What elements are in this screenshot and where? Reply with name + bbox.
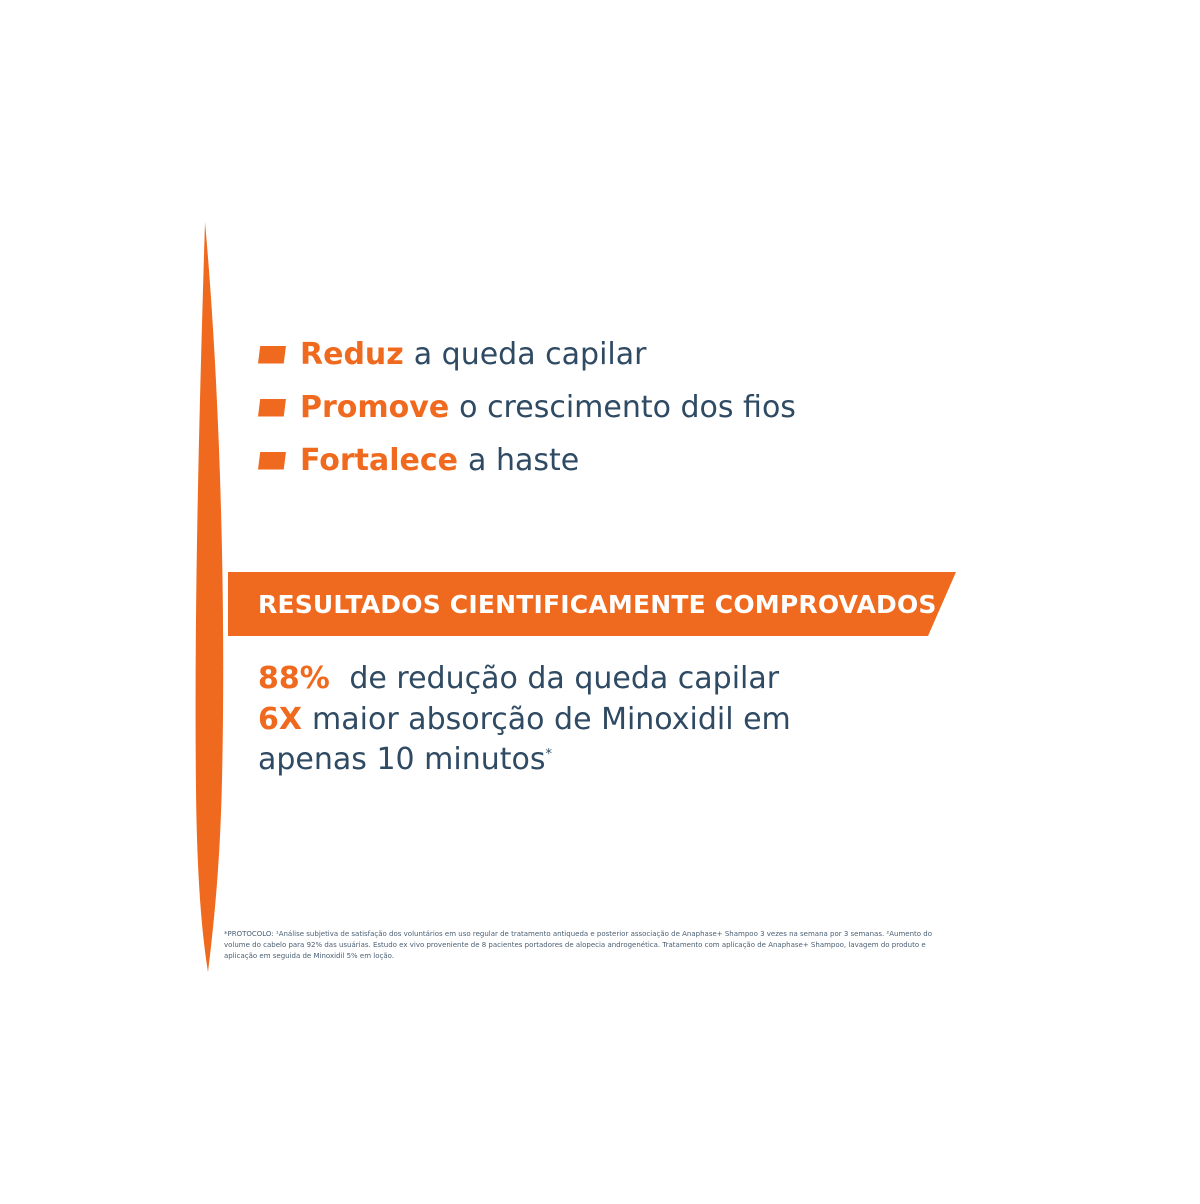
benefit-highlight: Reduz [300, 336, 404, 372]
result-text: maior absorção de Minoxidil em apenas 10 minutos [258, 701, 791, 777]
orange-bullet-icon [258, 346, 286, 364]
protocol-footnote: *PROTOCOLO: ¹Análise subjetiva de satisfação dos voluntários em uso regular de tratamento antiqueda e posterior associação de Anaphase+ Shampoo 3 vezes na semana por 3 semanas. ²Aumento do volume do cabelo para 92% das usuárias. Estudo ex vivo proveniente de 8 pacientes portadores de alopecia androgenética. Tratamento com aplicação de Anaphase+ Shampoo, lavagem do produto e aplicação em seguida de Minoxidil 5% em loção. [224, 930, 932, 960]
results-banner-label: RESULTADOS CIENTIFICAMENTE COMPROVADOS [258, 590, 937, 619]
result-text: de redução da queda capilar [349, 661, 780, 696]
result-item [258, 700, 878, 781]
left-orange-stripe [196, 222, 224, 972]
result-highlight: 88% [258, 661, 330, 696]
benefit-item [258, 328, 958, 381]
benefit-item [258, 434, 958, 487]
benefit-text: a haste [468, 442, 580, 478]
orange-bullet-icon [258, 399, 286, 417]
benefit-item [258, 381, 958, 434]
benefit-list [258, 328, 958, 487]
benefit-highlight: Fortalece [300, 442, 459, 478]
results-list [258, 659, 878, 781]
benefit-text: a queda capilar [413, 336, 647, 372]
benefit-text: o crescimento dos fios [459, 389, 796, 425]
orange-bullet-icon [258, 452, 286, 470]
benefit-highlight: Promove [300, 389, 450, 425]
result-item [258, 659, 878, 700]
result-asterisk: * [545, 747, 552, 762]
result-highlight: 6X [258, 701, 303, 737]
